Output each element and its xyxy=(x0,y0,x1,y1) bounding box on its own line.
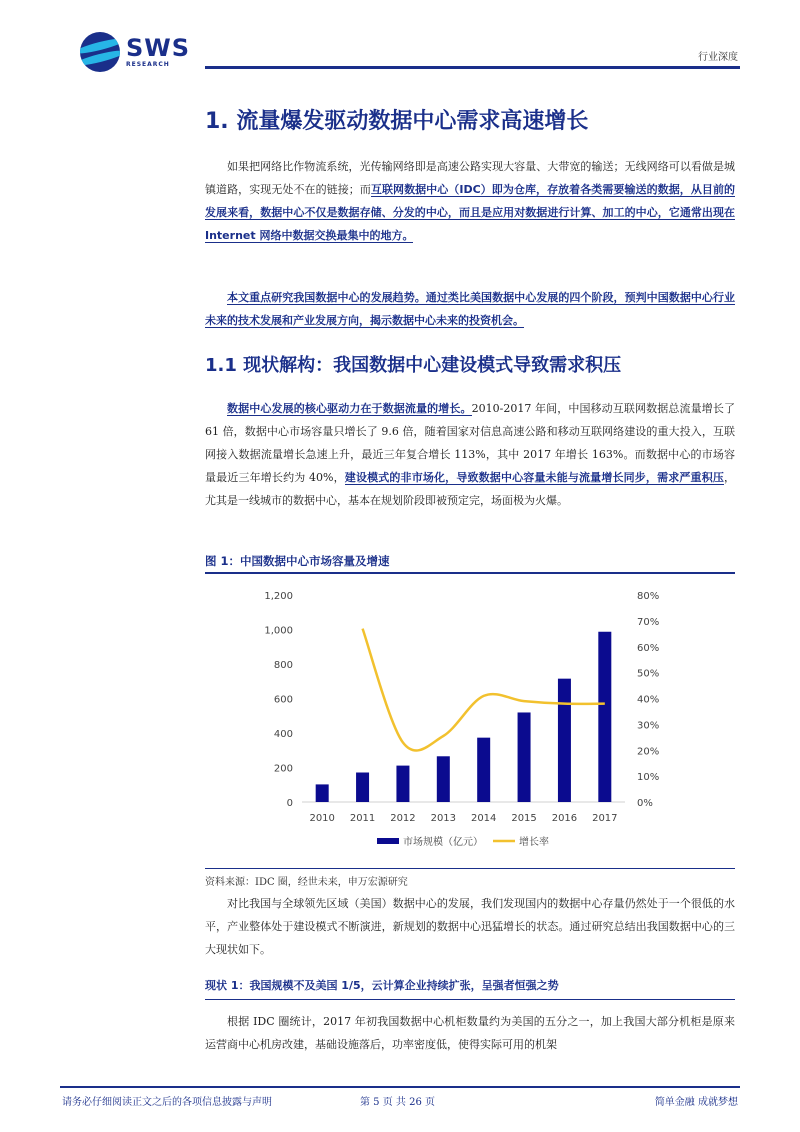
footer-page-number: 第 5 页 共 26 页 xyxy=(360,1097,435,1108)
paragraph-cabinets xyxy=(205,1010,735,1056)
y-left-tick-label: 400 xyxy=(273,729,293,740)
y-left-tick-label: 0 xyxy=(286,798,293,809)
logo-text: SWS xyxy=(126,34,191,62)
logo-subtext: RESEARCH xyxy=(126,61,170,68)
figure-source: 资料来源：IDC 圈，经世未来，申万宏源研究 xyxy=(205,877,408,888)
status-plain-1: 2010-2017 年间，中国移动互联网数据总流量增长了 61 倍，数据中心市场容量只增长了 9.6 倍，随着国家对信息高速公路和移动互联网络建设的重大投入，互联网接入数据流量增长急速上升，最近三年复合增长 113%，其中 2017 年增长 163%。而数据中心的市场容量最近三年增长约为 40%， xyxy=(205,402,735,484)
y-right-tick-label: 0% xyxy=(637,798,653,809)
status-bold-1: 数据中心发展的核心驱动力在于数据流量的增长。 xyxy=(227,402,472,415)
x-tick-label: 2013 xyxy=(430,813,457,824)
figure-top-rule xyxy=(205,572,735,574)
status-1-rule xyxy=(205,999,735,1000)
bar-market-size xyxy=(316,784,329,802)
y-left-tick-label: 600 xyxy=(273,694,293,706)
cabinets-text: 根据 IDC 圈统计，2017 年初我国数据中心机柜数量约为美国的五分之一，加上我国大部分机柜是原来运营商中心机房改建，基础设施落后，功率密度低，使得实际可用的机架 xyxy=(205,1015,735,1051)
x-tick-label: 2014 xyxy=(470,813,497,824)
section-heading-1: 1. 流量爆发驱动数据中心需求高速增长 xyxy=(205,109,589,134)
intro-bold-text: 互联网数据中心（IDC）即为仓库，存放着各类需要输送的数据，从目前的发展来看，数据中心不仅是数据存储、分发的中心，而且是应用对数据进行计算、加工的中心，它通常出现在 Internet 网络中数据交换最集中的地方。 xyxy=(205,183,736,242)
footer-slogan: 简单金融 成就梦想 xyxy=(654,1097,738,1108)
legend-swatch-market-size xyxy=(377,838,399,844)
x-tick-label: 2017 xyxy=(592,813,618,824)
bar-market-size xyxy=(518,712,531,802)
legend-label-market-size: 市场规模（亿元） xyxy=(403,837,483,848)
legend-label-growth-rate: 增长率 xyxy=(519,837,549,848)
paragraph-status xyxy=(205,397,735,512)
bar-market-size xyxy=(356,773,369,802)
focus-bold-text: 本文重点研究我国数据中心的发展趋势。通过类比美国数据中心发展的四个阶段，预判中国数据中心行业未来的技术发展和产业发展方向，揭示数据中心未来的投资机会。 xyxy=(205,291,735,327)
sws-logo xyxy=(80,32,190,72)
y-left-tick-label: 1,200 xyxy=(264,591,293,602)
bar-market-size xyxy=(437,756,450,802)
paragraph-intro xyxy=(205,155,735,247)
status-plain-2: ，尤其是一线城市的数据中心，基本在规划阶段即被预定完，场面极为火爆。 xyxy=(205,471,736,507)
y-left-tick-label: 800 xyxy=(273,660,293,671)
y-left-tick-label: 200 xyxy=(273,763,293,775)
y-right-tick-label: 50% xyxy=(637,668,660,680)
x-tick-label: 2010 xyxy=(309,813,335,824)
x-tick-label: 2011 xyxy=(349,813,376,824)
bar-market-size xyxy=(477,738,490,802)
header-divider xyxy=(205,66,740,69)
paragraph-comparison xyxy=(205,892,735,961)
status-1-heading: 现状 1：我国规模不及美国 1/5，云计算企业持续扩张，呈强者恒强之势 xyxy=(205,979,559,992)
bar-market-size xyxy=(396,766,409,802)
sws-logo-icon xyxy=(80,32,120,72)
y-right-tick-label: 70% xyxy=(637,616,660,628)
footer-disclaimer: 请务必仔细阅读正文之后的各项信息披露与声明 xyxy=(62,1097,272,1108)
paragraph-focus xyxy=(205,286,735,332)
report-type-tag: 行业深度 xyxy=(698,52,738,63)
section-heading-1-1: 1.1 现状解构：我国数据中心建设模式导致需求积压 xyxy=(205,355,622,376)
y-left-tick-label: 1,000 xyxy=(264,625,293,637)
y-right-tick-label: 10% xyxy=(637,772,660,784)
figure-bottom-rule xyxy=(205,868,735,869)
x-tick-label: 2012 xyxy=(390,813,416,824)
x-tick-label: 2016 xyxy=(551,813,578,824)
figure-title: 图 1：中国数据中心市场容量及增速 xyxy=(205,554,390,568)
y-right-tick-label: 20% xyxy=(637,746,660,758)
market-size-chart xyxy=(205,575,735,867)
y-right-tick-label: 40% xyxy=(637,694,660,706)
y-right-tick-label: 60% xyxy=(637,642,660,654)
bar-market-size xyxy=(598,632,611,802)
status-bold-2: 建设模式的非市场化，导致数据中心容量未能与流量增长同步，需求严重积压 xyxy=(344,471,725,484)
comparison-text: 对比我国与全球领先区域（美国）数据中心的发展，我们发现国内的数据中心存量仍然处于一个很低的水平，产业整体处于建设模式不断演进，新规划的数据中心迅猛增长的状态。通过研究总结出我国数据中心的三大现状如下。 xyxy=(205,897,735,956)
bar-market-size xyxy=(558,679,571,802)
x-tick-label: 2015 xyxy=(511,813,537,824)
y-right-tick-label: 80% xyxy=(637,591,660,602)
footer-divider xyxy=(60,1086,740,1088)
y-right-tick-label: 30% xyxy=(637,720,660,732)
intro-plain-text: 如果把网络比作物流系统，光传输网络即是高速公路实现大容量、大带宽的输送；无线网络可以看做是城镇道路，实现无处不在的链接；而 xyxy=(205,160,735,196)
